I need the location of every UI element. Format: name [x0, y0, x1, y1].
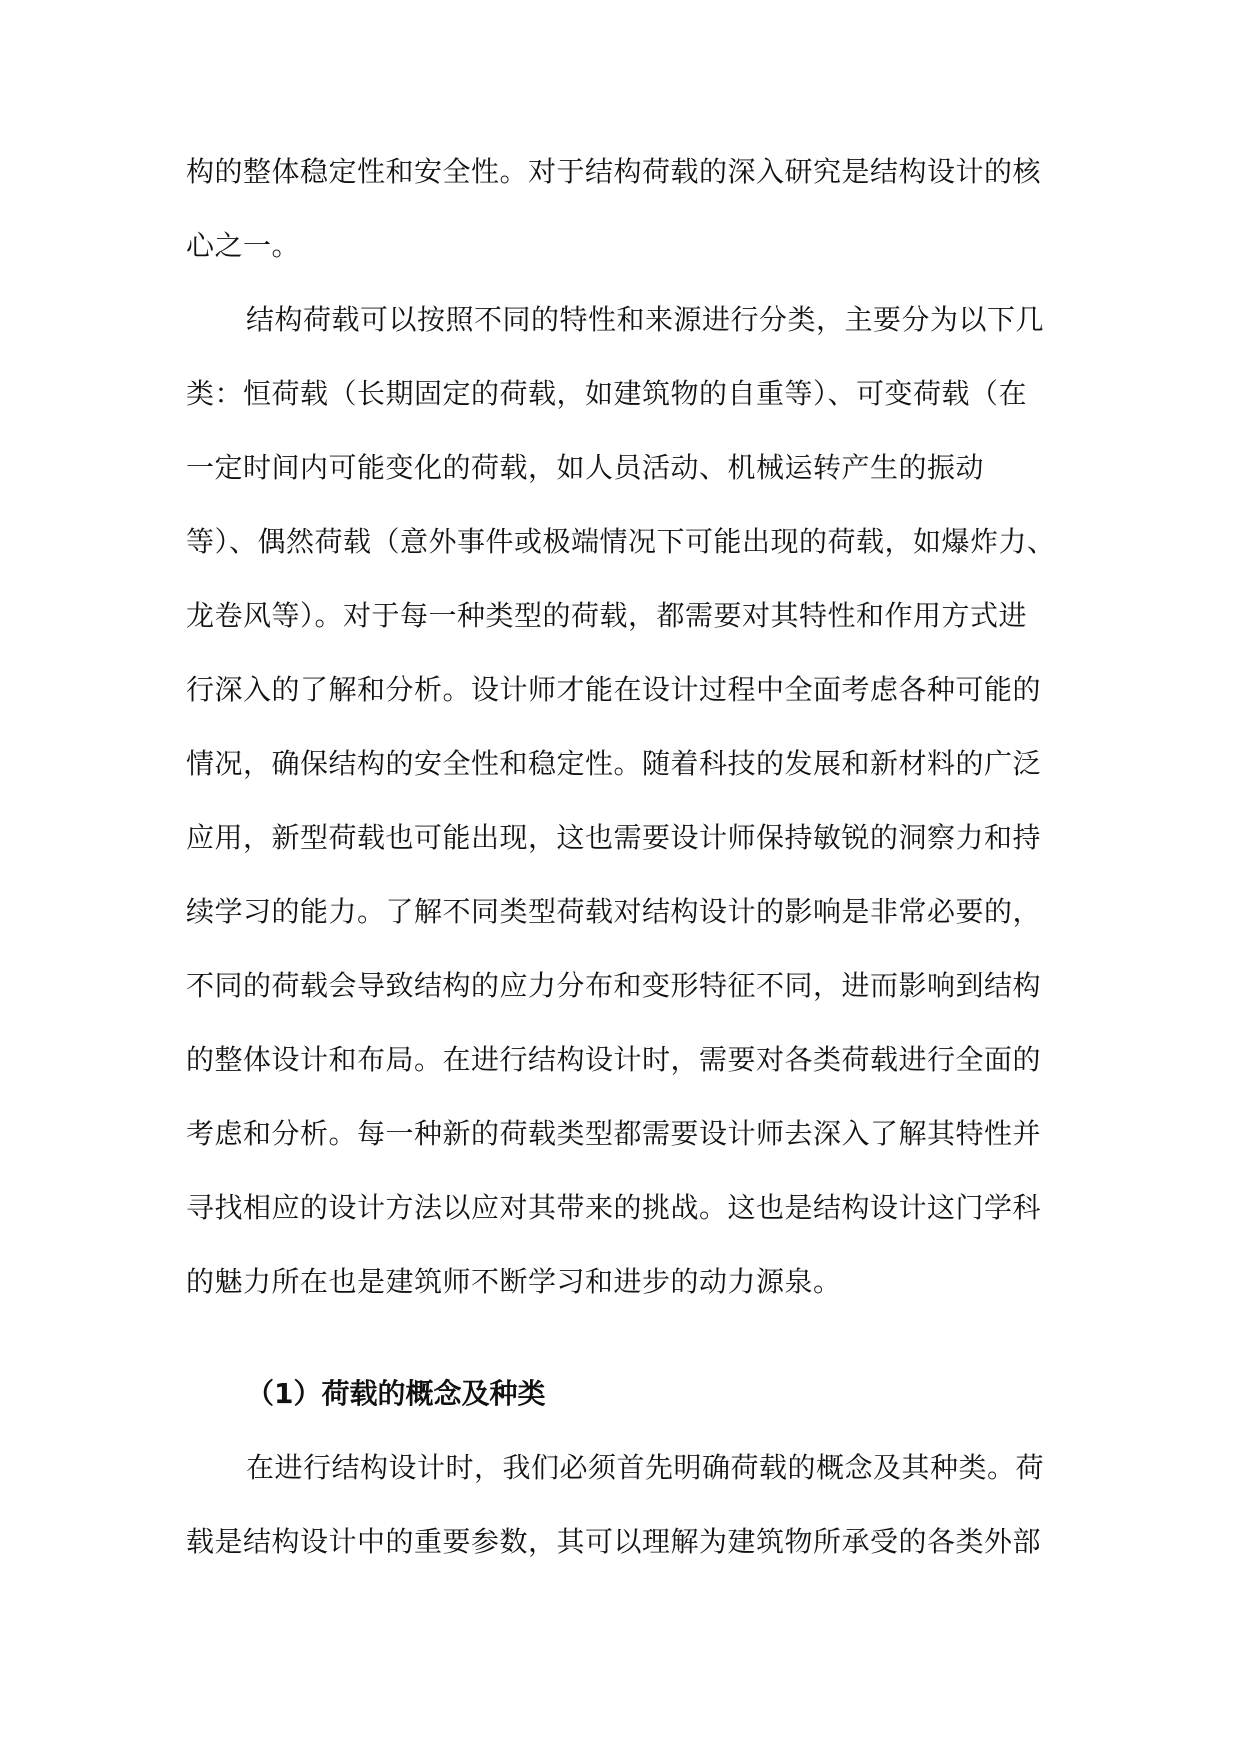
text-line: 的整体设计和布局。在进行结构设计时，需要对各类荷载进行全面的 — [186, 1043, 1042, 1076]
text-line: 行深入的了解和分析。设计师才能在设计过程中全面考虑各种可能的 — [186, 673, 1042, 706]
text-line: 的魅力所在也是建筑师不断学习和进步的动力源泉。 — [186, 1265, 842, 1298]
text-line: 一定时间内可能变化的荷载，如人员活动、机械运转产生的振动 — [186, 451, 985, 484]
text-line: 构的整体稳定性和安全性。对于结构荷载的深入研究是结构设计的核 — [186, 155, 1042, 188]
text-line: 在进行结构设计时，我们必须首先明确荷载的概念及其种类。荷 — [246, 1451, 1045, 1484]
text-line: 应用，新型荷载也可能出现，这也需要设计师保持敏锐的洞察力和持 — [186, 821, 1042, 854]
text-line: 结构荷载可以按照不同的特性和来源进行分类，主要分为以下几 — [246, 303, 1045, 336]
text-line: 等）、偶然荷载（意外事件或极端情况下可能出现的荷载，如爆炸力、 — [186, 525, 1056, 558]
text-line: 龙卷风等）。对于每一种类型的荷载，都需要对其特性和作用方式进 — [186, 599, 1028, 632]
text-line: 续学习的能力。了解不同类型荷载对结构设计的影响是非常必要的， — [186, 895, 1042, 928]
section-heading: （1）荷载的概念及种类 — [246, 1377, 546, 1410]
text-line: 寻找相应的设计方法以应对其带来的挑战。这也是结构设计这门学科 — [186, 1191, 1042, 1224]
text-line: 心之一。 — [186, 229, 301, 262]
text-line: 情况，确保结构的安全性和稳定性。随着科技的发展和新材料的广泛 — [186, 747, 1042, 780]
text-line: 载是结构设计中的重要参数，其可以理解为建筑物所承受的各类外部 — [186, 1525, 1042, 1558]
text-line: 类：恒荷载（长期固定的荷载，如建筑物的自重等）、可变荷载（在 — [186, 377, 1028, 410]
text-line: 不同的荷载会导致结构的应力分布和变形特征不同，进而影响到结构 — [186, 969, 1042, 1002]
text-line: 考虑和分析。每一种新的荷载类型都需要设计师去深入了解其特性并 — [186, 1117, 1042, 1150]
